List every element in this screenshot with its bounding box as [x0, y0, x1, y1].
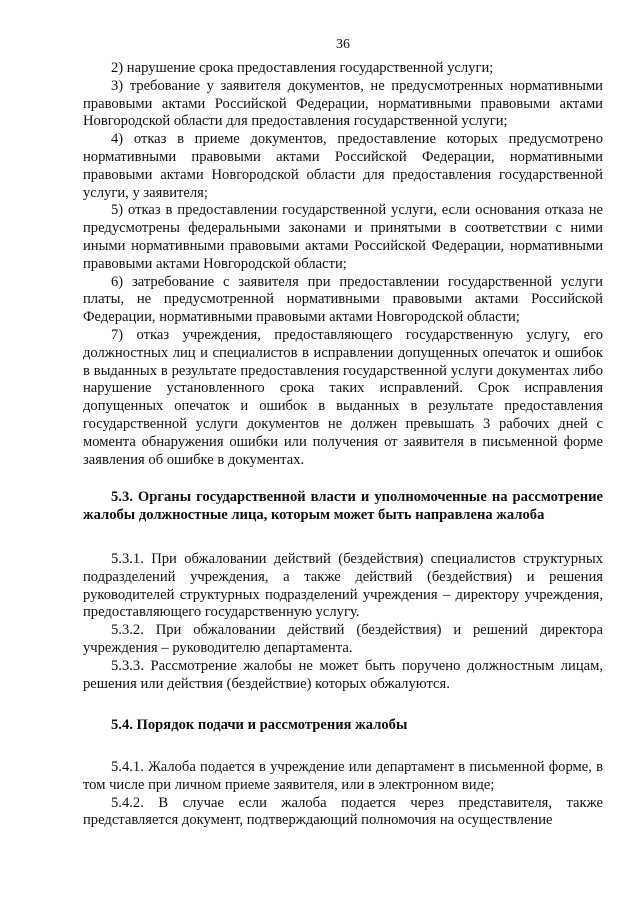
list-item-4: 4) отказ в приеме документов, предоставление которых предусмотрено нормативными правовыми актами Российской Федерации, нормативными правовыми актами Новгородской области для предоставления государственной услуги, у заявителя;: [83, 131, 603, 201]
section-5-4-heading: 5.4. Порядок подачи и рассмотрения жалобы: [111, 717, 408, 734]
page-number: 36: [336, 37, 350, 52]
list-item-7: 7) отказ учреждения, предоставляющего государственную услугу, его должностных лиц и специалистов в исправлении допущенных опечаток и ошибок в выданных в результате предоставления государственной услуги документах либо нарушение установленного срока таких исправлений. Срок исправления допущенных опечаток и ошибок в выданных в результате предоставления государственной услуги документов не должен превышать 3 рабочих дней с момента обнаружения ошибки или получения от заявителя в письменной форме заявления об ошибке в документах.: [83, 326, 603, 468]
paragraph-5-4-2: 5.4.2. В случае если жалоба подается через представителя, также представляется документ, подтверждающий полномочия на осуществление: [83, 794, 603, 829]
document-body: [83, 60, 603, 830]
list-item-2: 2) нарушение срока предоставления государственной услуги;: [111, 60, 494, 76]
list-item-5: 5) отказ в предоставлении государственной услуги, если основания отказа не предусмотрены федеральными законами и принятыми в соответствии с ними иными нормативными правовыми актами Российской Федерации, нормативными правовыми актами Новгородской области;: [83, 202, 603, 272]
list-item-3: 3) требование у заявителя документов, не предусмотренных нормативными правовыми актами Российской Федерации, нормативными правовыми актами Новгородской области для предоставления государственной услуги;: [83, 77, 603, 130]
section-5-3-heading: 5.3. Органы государственной власти и уполномоченные на рассмотрение жалобы должностные лица, которым может быть направлена жалоба: [83, 489, 603, 524]
paragraph-5-3-1: 5.3.1. При обжаловании действий (бездействия) специалистов структурных подразделений учреждения, а также действий (бездействия) и решения руководителей структурных подразделений учреждения – директору учреждения, предоставляющего государственную услугу.: [83, 550, 603, 621]
list-item-6: 6) затребование с заявителя при предоставлении государственной услуги платы, не предусмотренной нормативными правовыми актами Российской Федерации, нормативными правовыми актами Новгородской области;: [83, 273, 603, 326]
paragraph-5-3-3: 5.3.3. Рассмотрение жалобы не может быть поручено должностным лицам, решения или действия (бездействие) которых обжалуются.: [83, 657, 603, 692]
paragraph-5-4-1: 5.4.1. Жалоба подается в учреждение или департамент в письменной форме, в том числе при личном приеме заявителя, или в электронном виде;: [83, 759, 603, 793]
paragraph-5-3-2: 5.3.2. При обжаловании действий (бездействия) и решений директора учреждения – руководителю департамента.: [83, 622, 603, 656]
